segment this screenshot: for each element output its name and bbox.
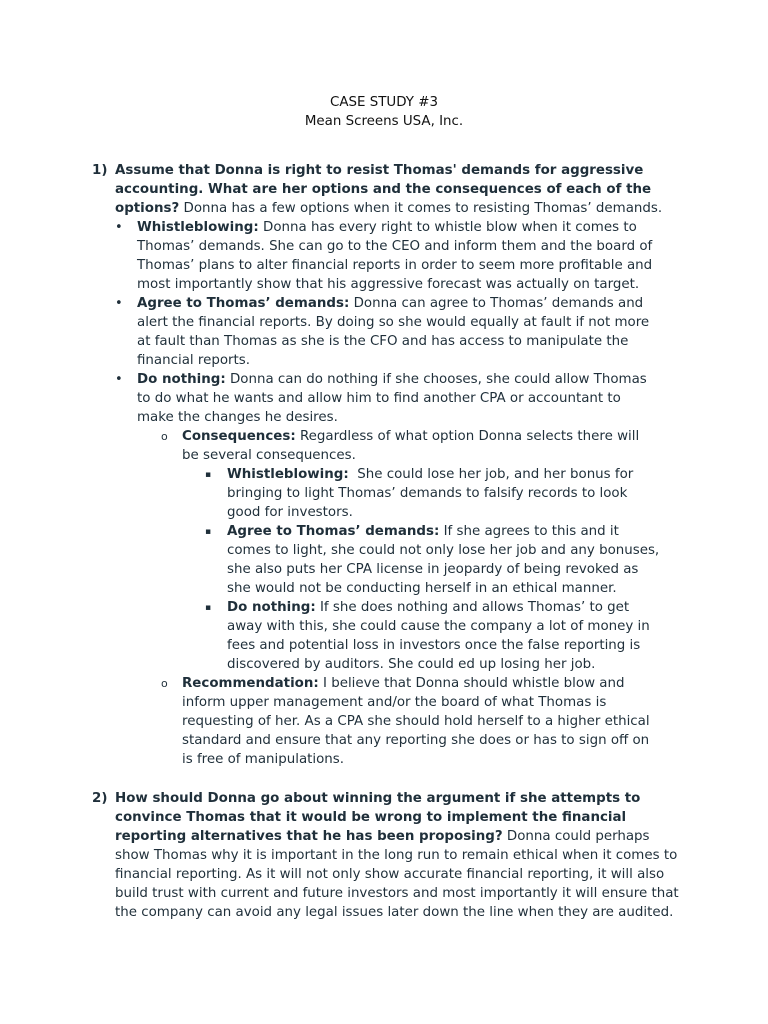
bullet-icon: • [115,296,123,311]
recommendation-section [161,674,660,769]
option-whistleblowing [115,218,659,294]
option-label: Whistleblowing: [137,220,259,235]
bullet-icon: • [115,220,123,235]
circle-bullet-icon: o [161,430,168,443]
company-name: Mean Screens USA, Inc. [304,114,464,129]
question-1-number: 1) [92,163,108,178]
question-1-answer: Donna has a few options when it comes to resisting Thomas’ demands. [179,201,663,216]
option-agree [115,294,659,370]
consequence-text: She could lose her job, and her bonus for bringing to light Thomas’ demands to falsify records to look good for investors. [227,467,638,520]
consequence-agree [205,522,660,598]
consequence-text: If she does nothing and allows Thomas’ to get away with this, she could cause the company a lot of money in fees and potential loss in investors once the false reporting is discovered by auditors. She could ed up losing her job. [227,600,650,672]
consequences-label: Consequences: [182,429,296,444]
consequence-whistleblowing [205,465,660,522]
consequence-label: Do nothing: [227,600,316,615]
consequences-section [161,427,660,465]
question-1-body [115,161,679,218]
option-do-nothing [115,370,659,427]
bullet-icon: • [115,372,123,387]
question-2-prompt: How should Donna go about winning the argument if she attempts to convince Thomas that it would be wrong to implement the financial reporting alternatives that he has been proposing? [115,791,641,844]
option-label: Agree to Thomas’ demands: [137,296,350,311]
option-text: Donna has every right to whistle blow when it comes to Thomas’ demands. She can go to the CEO and inform them and the board of Thomas’ plans to alter financial reports in order to seem more profitable and most importantly show that his aggressive forecast was actually on target. [137,220,653,292]
consequence-text: If she agrees to this and it comes to light, she could not only lose her job and any bonuses, she also puts her CPA license in jeopardy of being revoked as she would not be conducting herself in an ethical manner. [227,524,660,596]
case-study-title: CASE STUDY #3 [330,95,438,110]
question-2 [92,789,682,922]
consequence-label: Agree to Thomas’ demands: [227,524,440,539]
consequence-do-nothing [205,598,660,674]
square-bullet-icon: ▪ [205,470,212,480]
circle-bullet-icon: o [161,677,168,690]
question-1-prompt: Assume that Donna is right to resist Thomas' demands for aggressive accounting. What are her options and the consequences of each of the options? [115,163,652,216]
consequence-label: Whistleblowing: [227,467,349,482]
square-bullet-icon: ▪ [205,527,212,537]
question-2-number: 2) [92,791,108,806]
recommendation-label: Recommendation: [182,676,319,691]
option-text: Donna can do nothing if she chooses, she could allow Thomas to do what he wants and allow him to find another CPA or accountant to make the changes he desires. [137,372,647,425]
question-2-answer: Donna could perhaps show Thomas why it is important in the long run to remain ethical when it comes to financial reporting. As it will not only show accurate financial reporting, it will also build trust with current and future investors and most importantly it will ensure that the company can avoid any legal issues later down the line when they are audited. [115,829,679,920]
square-bullet-icon: ▪ [205,603,212,613]
question-2-body [115,789,679,922]
option-text: Donna can agree to Thomas’ demands and alert the financial reports. By doing so she would equally at fault if not more at fault than Thomas as she is the CFO and has access to manipulate the financial reports. [137,296,650,368]
question-1 [92,161,682,769]
option-label: Do nothing: [137,372,226,387]
consequences-text: Regardless of what option Donna selects there will be several consequences. [182,429,640,463]
document-header [0,93,768,131]
recommendation-text: I believe that Donna should whistle blow and inform upper management and/or the board of what Thomas is requesting of her. As a CPA she should hold herself to a higher ethical standard and ensure that any reporting she does or has to sign off on is free of manipulations. [182,676,650,767]
